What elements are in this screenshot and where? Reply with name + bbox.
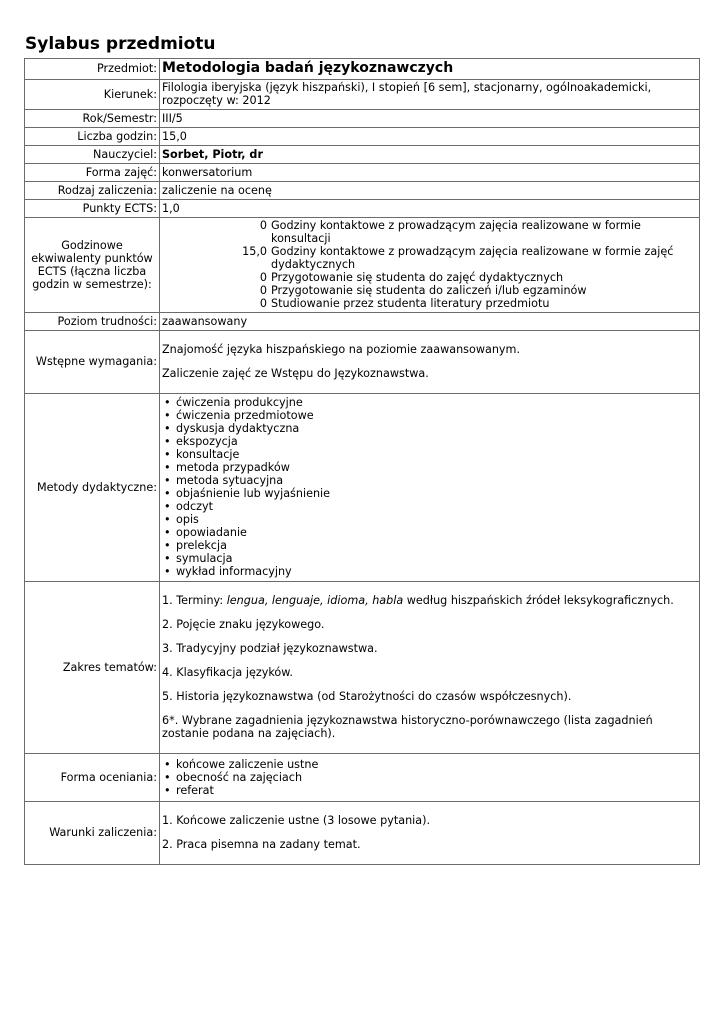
- topics-value: [160, 582, 700, 754]
- ects-hours-list: [162, 219, 697, 310]
- topic-item: [162, 594, 697, 607]
- row-topics: [25, 582, 700, 754]
- ects-hours-number: 0: [259, 297, 267, 310]
- direction-value: Filologia iberyjska (język hiszpański), I stopień [6 sem], stacjonarny, ogólnoakademicki, rozpoczęty w: 2012: [160, 80, 700, 110]
- assessment-value: [160, 754, 700, 802]
- conditions-label: Warunki zaliczenia:: [25, 802, 160, 865]
- method-item: • ćwiczenia produkcyjne: [162, 396, 697, 409]
- row-hours-count: [25, 128, 700, 146]
- assessment-item: • referat: [162, 784, 697, 797]
- prerequisites-value: [160, 331, 700, 394]
- method-item: • opis: [162, 513, 697, 526]
- ects-hours-text: Studiowanie przez studenta literatury przedmiotu: [271, 297, 550, 310]
- method-item: • objaśnienie lub wyjaśnienie: [162, 487, 697, 500]
- credit-type-label: Rodzaj zaliczenia:: [25, 182, 160, 200]
- topics-label: Zakres tematów:: [25, 582, 160, 754]
- method-item: • wykład informacyjny: [162, 565, 697, 578]
- teacher-value: Sorbet, Piotr, dr: [160, 146, 700, 164]
- topic-text: 1. Terminy:: [162, 594, 227, 607]
- method-item: • symulacja: [162, 552, 697, 565]
- year-semester-label: Rok/Semestr:: [25, 110, 160, 128]
- method-item: • metoda sytuacyjna: [162, 474, 697, 487]
- method-item: • ćwiczenia przedmiotowe: [162, 409, 697, 422]
- ects-hours-text: Przygotowanie się studenta do zaliczeń i/lub egzaminów: [271, 284, 587, 297]
- ects-hours-number: 0: [259, 219, 267, 232]
- prerequisite-text: Zaliczenie zajęć ze Wstępu do Językoznawstwa.: [162, 367, 429, 380]
- methods-value: [160, 394, 700, 582]
- class-form-label: Forma zajęć:: [25, 164, 160, 182]
- prerequisite-text: Znajomość języka hiszpańskiego na poziomie zaawansowanym.: [162, 343, 521, 356]
- condition-text: 1. Końcowe zaliczenie ustne (3 losowe pytania).: [162, 814, 431, 827]
- methods-list: [162, 396, 697, 578]
- ects-hours-text: Przygotowanie się studenta do zajęć dydaktycznych: [271, 271, 564, 284]
- assessment-label: Forma oceniania:: [25, 754, 160, 802]
- row-conditions: [25, 802, 700, 865]
- ects-hours-number: 0: [259, 284, 267, 297]
- ects-hours-number: 0: [259, 271, 267, 284]
- page-title: Sylabus przedmiotu: [25, 34, 216, 54]
- row-subject: [25, 59, 700, 80]
- row-difficulty: [25, 313, 700, 331]
- difficulty-value: zaawansowany: [160, 313, 700, 331]
- method-item: • opowiadanie: [162, 526, 697, 539]
- row-ects-hours: [25, 218, 700, 313]
- row-assessment: [25, 754, 700, 802]
- difficulty-label: Poziom trudności:: [25, 313, 160, 331]
- topic-item: 5. Historia językoznawstwa (od Starożytności do czasów współczesnych).: [162, 690, 572, 703]
- row-prerequisites: [25, 331, 700, 394]
- syllabus-table: [24, 58, 700, 865]
- ects-hours-item: [162, 271, 697, 284]
- subject-value: Metodologia badań językoznawczych: [160, 59, 700, 80]
- ects-label: Punkty ECTS:: [25, 200, 160, 218]
- methods-label: Metody dydaktyczne:: [25, 394, 160, 582]
- method-item: • konsultacje: [162, 448, 697, 461]
- method-item: • dyskusja dydaktyczna: [162, 422, 697, 435]
- prerequisites-label: Wstępne wymagania:: [25, 331, 160, 394]
- assessment-item: • obecność na zajęciach: [162, 771, 697, 784]
- ects-value: 1,0: [160, 200, 700, 218]
- hours-count-value: 15,0: [160, 128, 700, 146]
- row-credit-type: [25, 182, 700, 200]
- credit-type-value: zaliczenie na ocenę: [160, 182, 700, 200]
- ects-hours-item: [162, 219, 697, 245]
- ects-hours-text: Godziny kontaktowe z prowadzącym zajęcia realizowane w formie konsultacji: [271, 219, 641, 245]
- topic-item: 4. Klasyfikacja języków.: [162, 666, 293, 679]
- method-item: • metoda przypadków: [162, 461, 697, 474]
- assessment-item: • końcowe zaliczenie ustne: [162, 758, 697, 771]
- row-direction: [25, 80, 700, 110]
- row-class-form: [25, 164, 700, 182]
- direction-label: Kierunek:: [25, 80, 160, 110]
- topic-item: 3. Tradycyjny podział językoznawstwa.: [162, 642, 378, 655]
- method-item: • prelekcja: [162, 539, 697, 552]
- ects-hours-text: Godziny kontaktowe z prowadzącym zajęcia realizowane w formie zajęć dydaktycznych: [271, 245, 674, 271]
- teacher-label: Nauczyciel:: [25, 146, 160, 164]
- hours-count-label: Liczba godzin:: [25, 128, 160, 146]
- condition-text: 2. Praca pisemna na zadany temat.: [162, 838, 361, 851]
- row-year-semester: [25, 110, 700, 128]
- method-item: • ekspozycja: [162, 435, 697, 448]
- ects-hours-item: [162, 297, 697, 310]
- year-semester-value: III/5: [160, 110, 700, 128]
- ects-hours-number: 15,0: [242, 245, 267, 258]
- ects-hours-item: [162, 284, 697, 297]
- ects-hours-value: [160, 218, 700, 313]
- row-ects: [25, 200, 700, 218]
- ects-hours-item: [162, 245, 697, 271]
- topic-item: 2. Pojęcie znaku językowego.: [162, 618, 325, 631]
- ects-hours-label: Godzinowe ekwiwalenty punktów ECTS (łączna liczba godzin w semestrze):: [25, 218, 160, 313]
- topic-terms: lengua, lenguaje, idioma, habla: [226, 594, 404, 607]
- topic-text: według hiszpańskich źródeł leksykograficznych.: [403, 594, 674, 607]
- subject-label: Przedmiot:: [25, 59, 160, 80]
- assessment-list: [162, 758, 697, 797]
- row-teacher: [25, 146, 700, 164]
- class-form-value: konwersatorium: [160, 164, 700, 182]
- row-methods: [25, 394, 700, 582]
- conditions-value: [160, 802, 700, 865]
- method-item: • odczyt: [162, 500, 697, 513]
- topic-item: 6*. Wybrane zagadnienia językoznawstwa historyczno-porównawczego (lista zagadnień zostanie podana na zajęciach).: [162, 714, 653, 740]
